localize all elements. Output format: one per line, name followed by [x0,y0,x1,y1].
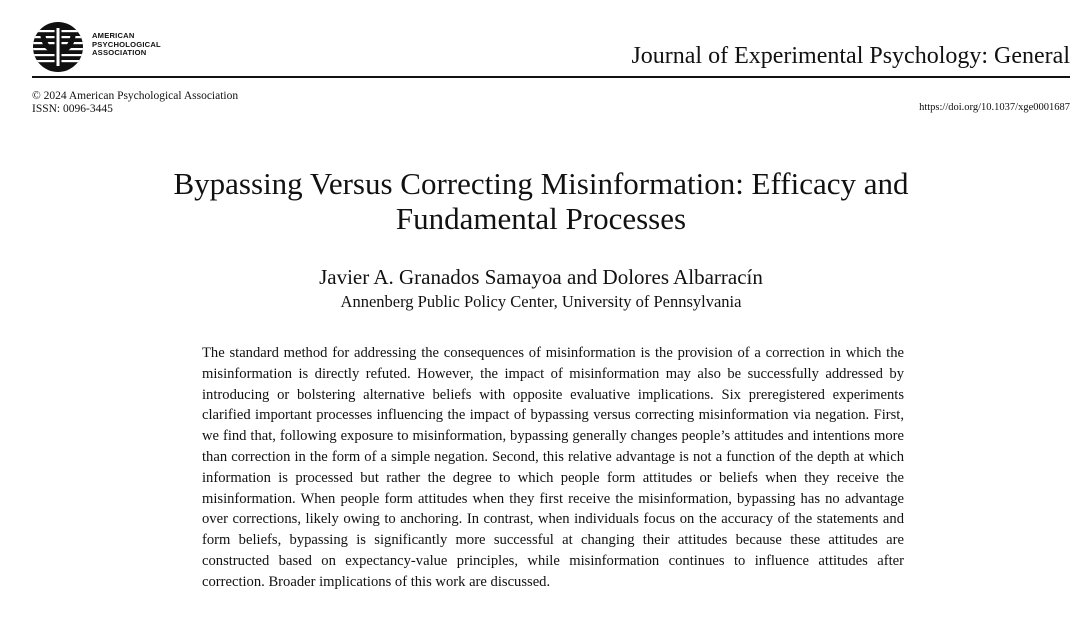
header-divider [32,76,1070,78]
author-affiliation: Annenberg Public Policy Center, University of Pennsylvania [340,292,742,311]
article-title [0,166,1082,236]
abstract: The standard method for addressing the consequences of misinformation is the provision of a correction in which the misinformation is directly refuted. However, the impact of misinformation may also be successfully addressed by introducing or bolstering alternative beliefs with opposite evaluative implications. Six preregistered experiments clarified important processes influencing the impact of bypassing versus correcting misinformation via negation. First, we find that, following exposure to misinformation, bypassing generally changes people’s attitudes and intentions more than correction in the form of a simple negation. Second, this relative advantage is not a function of the depth at which information is processed but rather the degree to which people form attitudes or beliefs when they receive the misinformation. When people form attitudes when they first receive the misinformation, bypassing has no advantage over corrections, likely owing to anchoring. In contrast, when individuals focus on the accuracy of the statements and form beliefs, bypassing is significantly more successful at changing their attitudes because these attitudes are constructed based on expectancy-value principles, while misinformation continues to influence attitudes after correction. Broader implications of this work are discussed. [202,345,904,590]
publisher-logo [32,21,172,73]
article-title-line: Bypassing Versus Correcting Misinformation: Efficacy and [173,166,909,201]
doi-link[interactable]: https://doi.org/10.1037/xge0001687 [919,102,1070,113]
page-header [0,0,1082,80]
publisher-name-line: AMERICAN [92,31,135,40]
apa-psi-logo-icon [32,21,84,73]
publication-meta [32,90,238,115]
article-title-line: Fundamental Processes [395,201,687,236]
copyright-notice: © 2024 American Psychological Association [32,90,239,102]
journal-title: Journal of Experimental Psychology: General [631,43,1070,69]
publisher-name [92,32,161,58]
issn: ISSN: 0096-3445 [32,102,113,115]
article-authors: Javier A. Granados Samayoa and Dolores Albarracín [319,265,763,289]
publisher-name-line: ASSOCIATION [92,48,147,58]
publisher-name-line: PSYCHOLOGICAL [92,39,161,49]
